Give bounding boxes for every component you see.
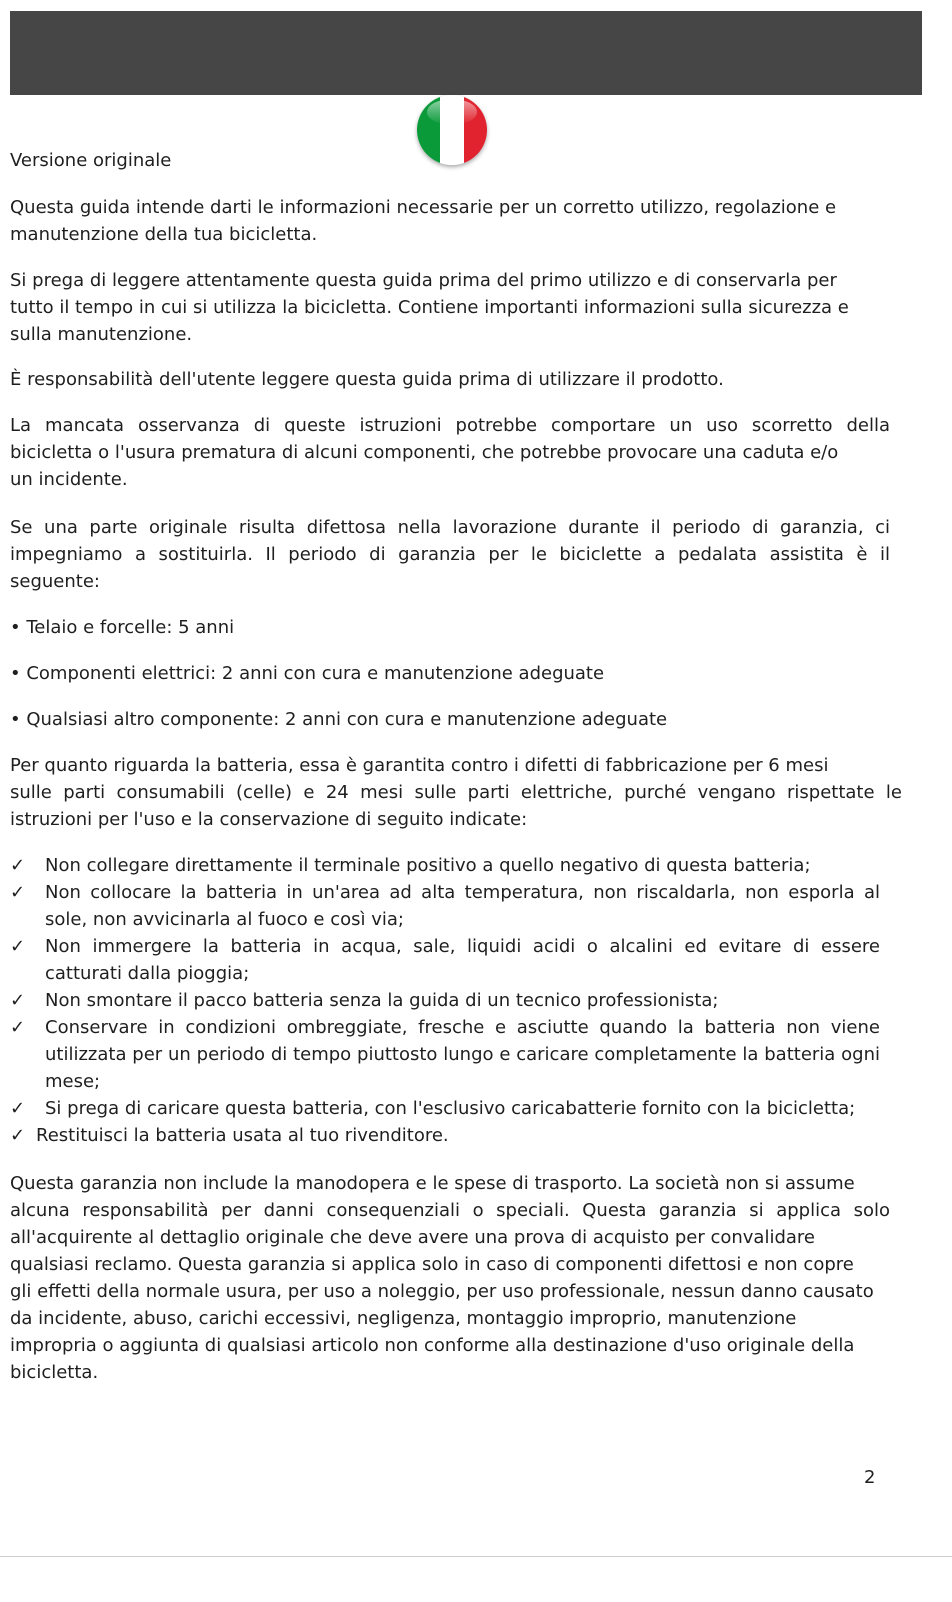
page-title: Versione originale [10, 150, 172, 171]
check-icon: ✓ [10, 1125, 26, 1146]
warranty-item: • Telaio e forcelle: 5 anni [10, 617, 235, 638]
check-icon: ✓ [10, 1098, 26, 1119]
text-line: Questa garanzia non include la manodopera e le spese di trasporto. La società non si assume [10, 1173, 855, 1194]
check-icon: ✓ [10, 1017, 26, 1038]
intro-paragraph-1 [10, 194, 890, 248]
text-line: qualsiasi reclamo. Questa garanzia si applica solo in caso di componenti difettosi e non copre [10, 1254, 854, 1275]
text-line: un incidente. [10, 469, 128, 490]
check-icon: ✓ [10, 855, 26, 876]
footer-divider [0, 1556, 952, 1557]
list-item-text: Restituisci la batteria usata al tuo rivenditore. [36, 1125, 449, 1146]
header-bar [10, 11, 922, 95]
intro-paragraph-2 [10, 267, 890, 348]
text-line: impropria o aggiunta di qualsiasi articolo non conforme alla destinazione d'uso originale della [10, 1335, 855, 1356]
list-item-text: Non collocare la batteria in un'area ad alta temperatura, non riscaldarla, non esporla al sole, non avvicinarla al fuoco e così via; [45, 882, 880, 930]
text-line: all'acquirente al dettaglio originale che deve avere una prova di acquisto per convalidare [10, 1227, 815, 1248]
check-icon: ✓ [10, 936, 26, 957]
italian-flag-icon [417, 95, 487, 165]
warranty-item: • Qualsiasi altro componente: 2 anni con cura e manutenzione adeguate [10, 709, 668, 730]
text-line: bicicletta o l'usura prematura di alcuni componenti, che potrebbe provocare una caduta e/o [10, 442, 839, 463]
list-item [10, 987, 880, 1014]
text-line: tutto il tempo in cui si utilizza la bicicletta. Contiene importanti informazioni sulla sicurezza e [10, 297, 849, 318]
intro-paragraph-5 [10, 514, 890, 595]
warranty-item: • Componenti elettrici: 2 anni con cura e manutenzione adeguate [10, 663, 605, 684]
text-line: Questa guida intende darti le informazioni necessarie per un corretto utilizzo, regolazione e [10, 197, 837, 218]
text-line: gli effetti della normale usura, per uso a noleggio, per uso professionale, nessun danno causato [10, 1281, 874, 1302]
disclaimer-paragraph [10, 1170, 890, 1386]
check-icon: ✓ [10, 882, 26, 903]
list-item [10, 852, 880, 879]
battery-instructions-list [10, 852, 880, 1149]
page-number: 2 [864, 1467, 876, 1488]
list-item [10, 879, 880, 933]
text-line: Per quanto riguarda la batteria, essa è garantita contro i difetti di fabbricazione per 6 mesi [10, 755, 829, 776]
list-item-text: Non collegare direttamente il terminale positivo a quello negativo di questa batteria; [45, 855, 811, 876]
list-item [10, 1122, 880, 1149]
text-line: Se una parte originale risulta difettosa nella lavorazione durante il periodo di garanzia, ci [10, 517, 890, 538]
list-item-text: Non smontare il pacco batteria senza la guida di un tecnico professionista; [45, 990, 719, 1011]
text-line: manutenzione della tua bicicletta. [10, 224, 318, 245]
list-item [10, 933, 880, 987]
flag-stripe-red [464, 95, 487, 165]
list-item-text: Non immergere la batteria in acqua, sale, liquidi acidi o alcalini ed evitare di essere catturati dalla pioggia; [45, 936, 880, 984]
list-item-text: Si prega di caricare questa batteria, con l'esclusivo caricabatterie fornito con la bicicletta; [45, 1098, 856, 1119]
list-item [10, 1014, 880, 1095]
flag-stripe-white [440, 95, 463, 165]
intro-paragraph-4 [10, 412, 890, 493]
check-icon: ✓ [10, 990, 26, 1011]
list-item [10, 1095, 880, 1122]
text-line: sulla manutenzione. [10, 324, 193, 345]
text-line: da incidente, abuso, carichi eccessivi, negligenza, montaggio improprio, manutenzione [10, 1308, 797, 1329]
text-line: seguente: [10, 571, 100, 592]
text-line: impegniamo a sostituirla. Il periodo di garanzia per le biciclette a pedalata assistita è il [10, 544, 890, 565]
text-line: bicicletta. [10, 1362, 99, 1383]
text-line: La mancata osservanza di queste istruzioni potrebbe comportare un uso scorretto della [10, 415, 890, 436]
text-line: Si prega di leggere attentamente questa guida prima del primo utilizzo e di conservarla per [10, 270, 837, 291]
text-line: alcuna responsabilità per danni consequenziali o speciali. Questa garanzia si applica solo [10, 1200, 890, 1221]
list-item-text: Conservare in condizioni ombreggiate, fresche e asciutte quando la batteria non viene utilizzata per un periodo di tempo piuttosto lungo e caricare completamente la batteria ogni mese; [45, 1017, 880, 1092]
battery-paragraph [10, 752, 902, 833]
intro-paragraph-3: È responsabilità dell'utente leggere questa guida prima di utilizzare il prodotto. [10, 369, 724, 390]
flag-stripe-green [417, 95, 440, 165]
text-line: istruzioni per l'uso e la conservazione di seguito indicate: [10, 809, 528, 830]
text-line: sulle parti consumabili (celle) e 24 mesi sulle parti elettriche, purché vengano rispettate le [10, 782, 902, 803]
